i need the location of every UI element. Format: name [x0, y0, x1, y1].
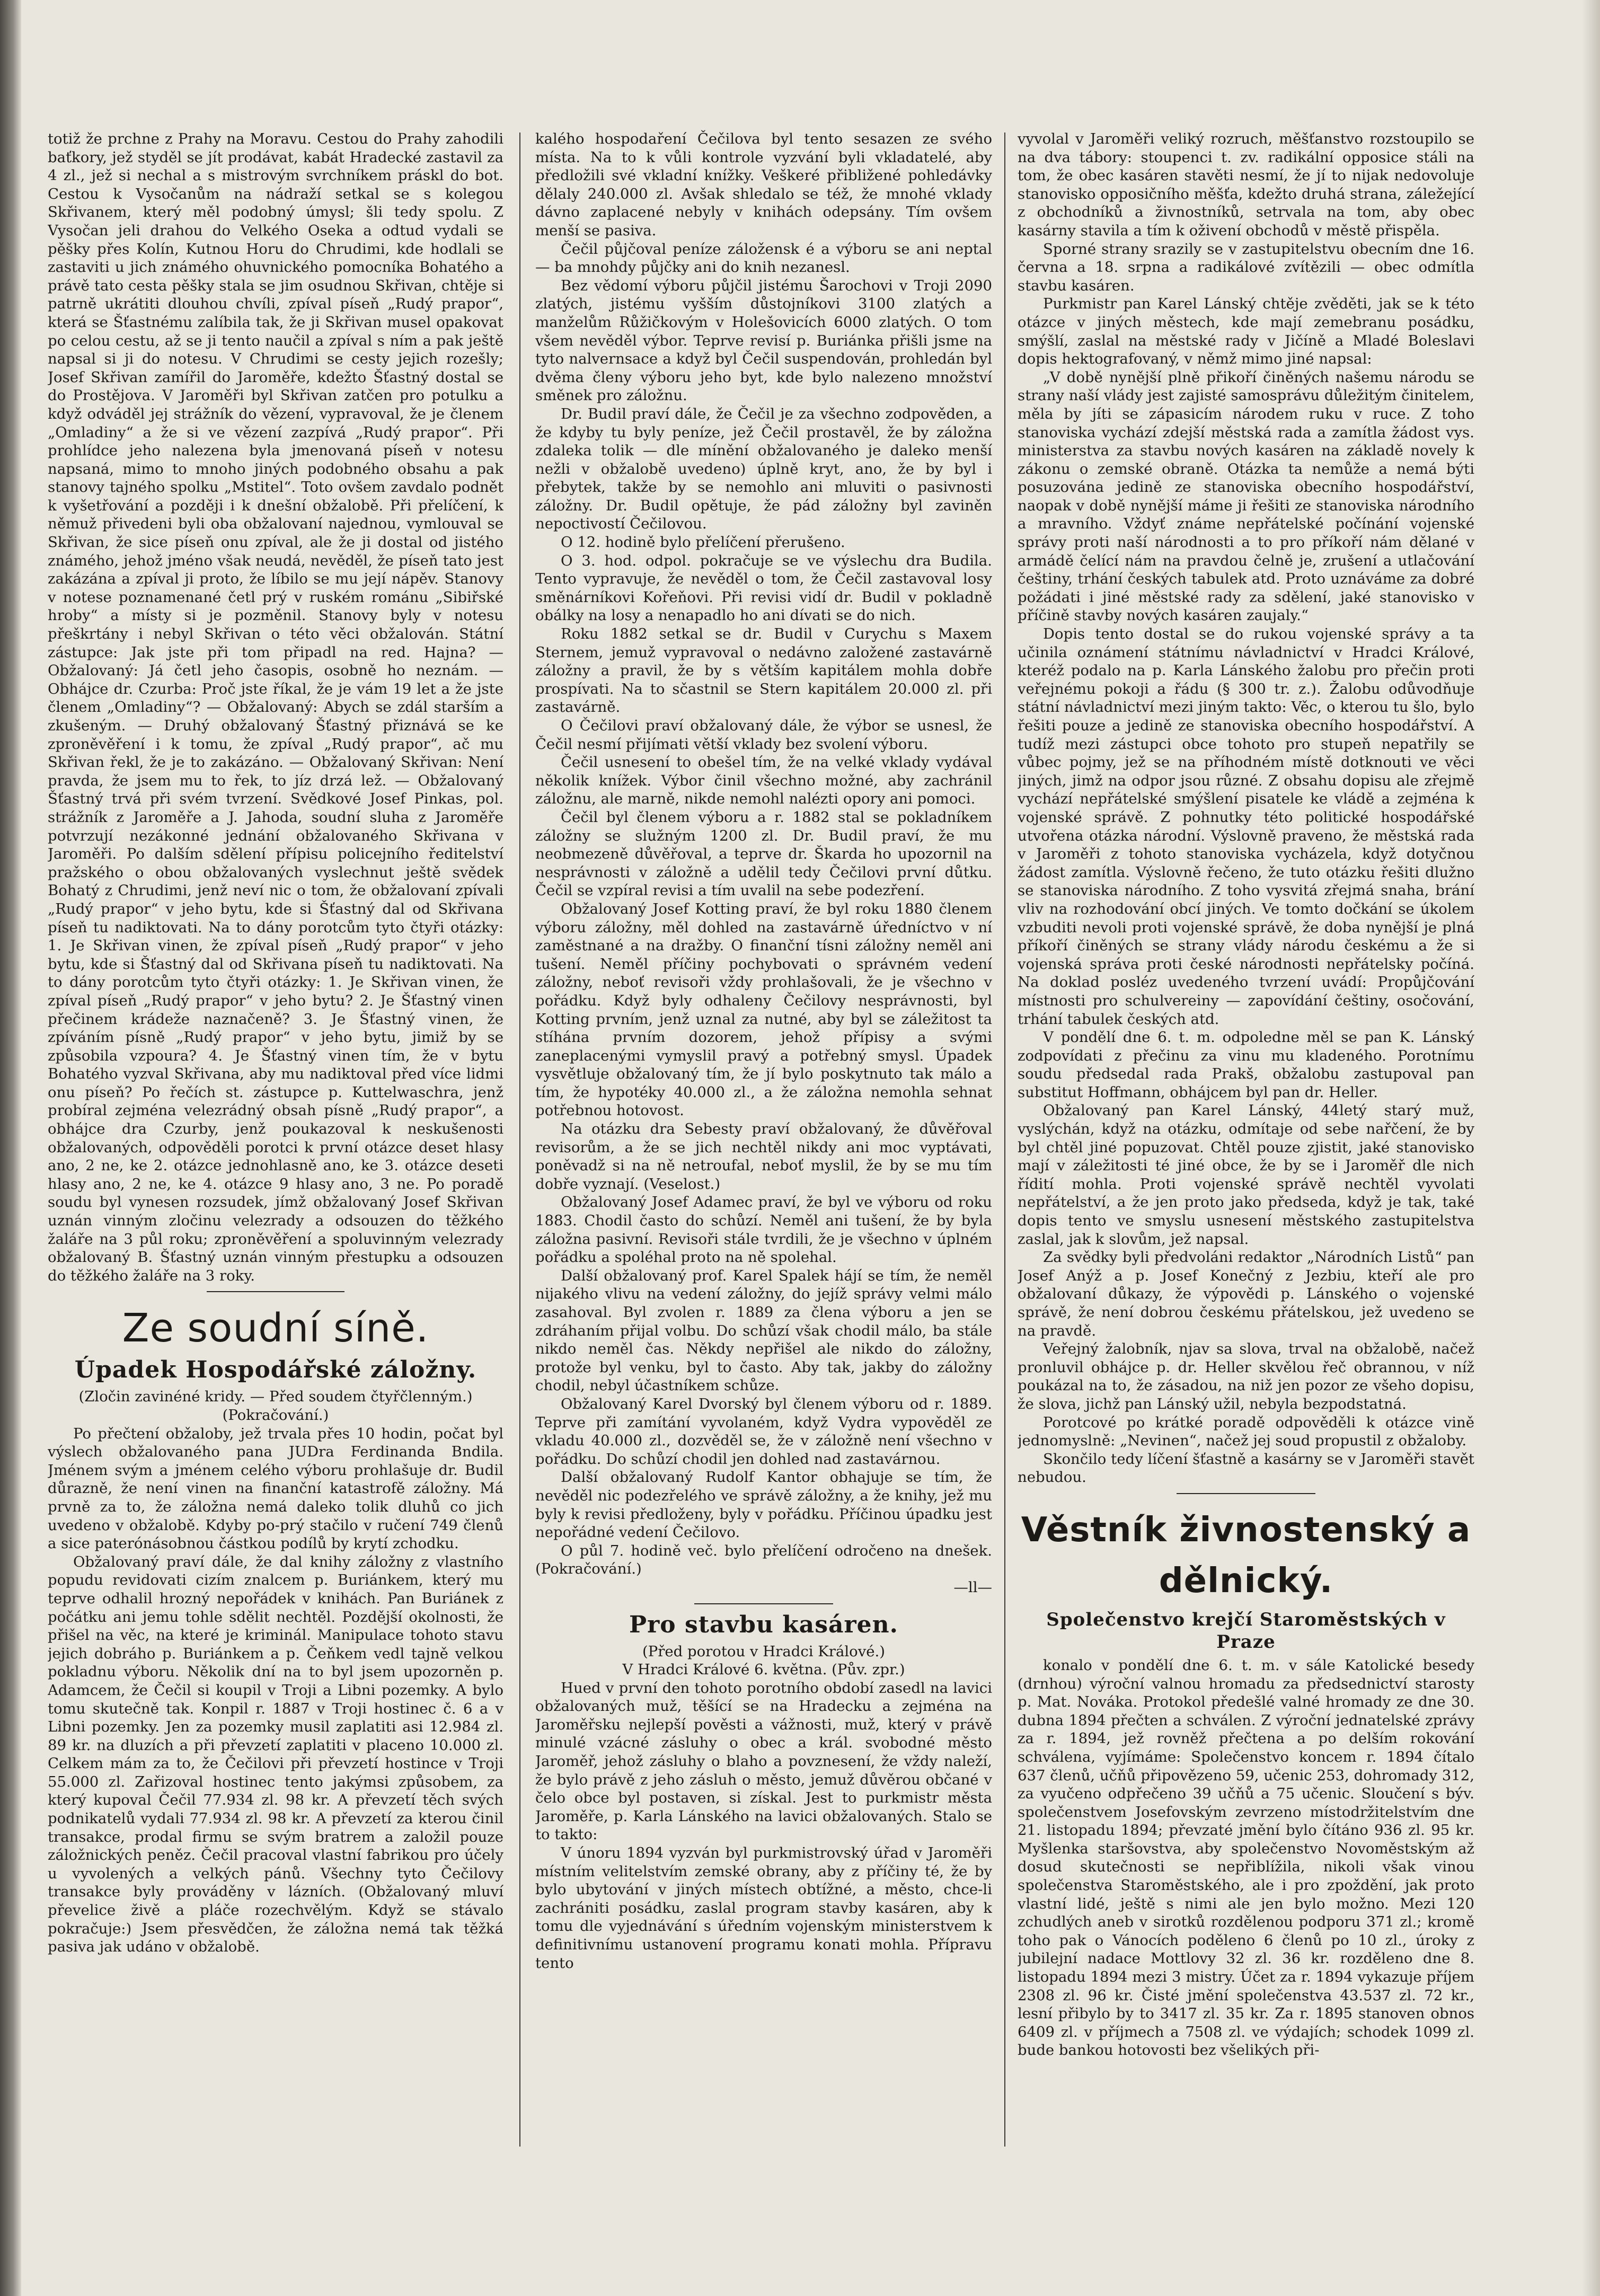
- article-subtitle: (Zločin zavinéné kridy. — Před soudem čtyřčlenným.): [78, 1388, 473, 1406]
- binding-shadow: [0, 0, 21, 2296]
- column-3: [1018, 130, 1474, 2282]
- paragraph: O půl 7. hodině več. bylo přelíčení odročeno na dnešek. (Pokračování.): [535, 1542, 992, 1578]
- column-2: [535, 130, 992, 2282]
- article-title: Pro stavbu kasáren.: [629, 1611, 898, 1638]
- paragraph: Dopis tento dostal se do rukou vojenské správy a ta učinila oznámení státnímu návladnictví v Hradci Králové, kteréž podalo na p. Karla Lánského žalobu pro přečin proti veřejnému pokoji a řádu (§ 300 tr. z.). Žalobu odůvodňuje státní návladnictví mezi jiným takto: Věc, o kterou tu šlo, bylo řešiti pouze a jedině ze stanoviska obecního hospodářství. A tudíž mezi zástupci obce tohoto pro stupeň nepatřily se vůbec pojmy, jež se na příhodném místě dotknouti ve věci jiných, jimž na odpor jsou různé. Z obsahu dopisu ale zřejmě vychází nepřátelské smýšlení pisatele ke vládě a zejména k vojenské správě. Z pohnutky této politické hospodářské utvořena otázka národní. Výslovně praveno, že městská rada v Jaroměři z tohoto stanoviska vycházela, když dotyčnou žádost zamítla. Výslovně řečeno, že tuto otázku řešiti dlužno se stanoviska národního. Z toho vysvitá zřejmá snaha, brání vliv na rozhodování obcí jiných. Ve tomto dočkání se úkolem vzbuditi nevoli proti vojenské správě, že doba nynější je plná příkoří činěných se strany vlády národu českému a že si vojenská správa proti české národnosti nepřátelsky počíná. Na doklad posléz uvedeného tvrzení uvádí: Propůjčování místnosti pro schulvereiny — zapovídání češtiny, osočování, trhání tabulek českých atd.: [1018, 625, 1474, 1028]
- continuation-note: (Pokračování.): [222, 1407, 329, 1424]
- paragraph: Další obžalovaný prof. Karel Spalek hájí se tím, že neměl nijakého vlivu na vedení záložny, do jejíž správy velmi málo zasahoval. Byl zvolen r. 1889 za člena výboru a jen se zdráhaním přijal volbu. Do schůzí však chodil málo, ba stále nikdo neměl čas. Někdy nepřišel ale nikdo do záložny, protože byl venku, byl to často. Aby tak, jakby do záložny chodil, nebyl účastníkem schůze.: [535, 1267, 992, 1394]
- article-subtitle: (Před porotou v Hradci Králové.): [642, 1642, 885, 1660]
- paragraph: Hued v první den tohoto porotního období zasedl na lavici obžalovaných muž, těšící se na Hradecku a zejména na Jaroměřsku nejlepší pověsti a vážnosti, muž, který v právě minulé vzácné zásluhy o obec a král. svobodné město Jaroměř, jehož zásluhy o blaho a povznesení, že vždy naleží, že bylo právě z jeho zásluh o město, jemuž důvěrou občané v čelo obce byl postaven, si získal. Jest to purkmistr města Jaroměře, p. Karla Lánského na lavici obžalovaných. Stalo se to takto:: [535, 1679, 992, 1843]
- author-signature: —ll—: [953, 1578, 992, 1596]
- paragraph: Obžalovaný pan Karel Lánský, 44letý starý muž, vyslýchán, když na otázku, odmítaje od sebe nařčení, že by byl chtěl jiné popuzovat. Chtěl pouze zjistit, jaké stanovisko mají v záležitosti té jiné obce, že by se i Jaroměř dle nich řídití mohla. Proti vojenské správě nechtěl vyvolati nepřátelství, a že jen proto jako předseda, když je tak, také dopis tento ve smyslu usnesení městského zastupitelstva zaslal, jak k slovům, jež napsal.: [1018, 1102, 1474, 1248]
- column-rule: [1004, 133, 1005, 2147]
- paragraph: Obžalovaný Josef Adamec praví, že byl ve výboru od roku 1883. Chodil často do schůzí. Neměl ani tušení, že by byla záložna pasivní. Revisoři stále tvrdili, že je všechno v úplném pořádku a spoléhal proto na ně spolehal.: [535, 1194, 992, 1266]
- paragraph: Obžalovaný Karel Dvorský byl členem výboru od r. 1889. Teprve při zamítání vyvolaném, když Vydra vypověděl ze vkladu 40.000 zl., dozvěděl se, že v záložně není všechno v pořádku. Do schůzí chodil jen dohled nad zastavárnou.: [535, 1395, 992, 1468]
- paragraph: V pondělí dne 6. t. m. odpoledne měl se pan K. Lánský zodpovídati z přečinu za vinu mu kladeného. Porotnímu soudu předsedal rada Prakš, obžalobu zastupoval pan substitut Hoffmann, obhájcem byl pan dr. Heller.: [1018, 1029, 1474, 1101]
- paragraph: Porotcové po krátké poradě odpověděli k otázce vině jednomyslně: „Nevinen“, načež jej soud propustil z obžaloby.: [1018, 1414, 1474, 1450]
- paragraph: Čečil půjčoval peníze záložensk é a výboru se ani neptal — ba mnohdy půjčky ani do knih nezanesl.: [535, 240, 992, 276]
- paragraph: O Čečilovi praví obžalovaný dále, že výbor se usnesl, že Čečil nesmí přijímati větší vklady bez svolení výboru.: [535, 717, 992, 753]
- paragraph: konalo v pondělí dne 6. t. m. v sále Katolické besedy (drnhou) výroční valnou hromadu za předsednictví starosty p. Mat. Nováka. Protokol předešlé valné hromady ze dne 30. dubna 1894 přečten a schválen. Z výroční jednatelské zprávy za r. 1894, jež rovněž přečtena a po delším rokování schválena, vyjímáme: Společenstvo koncem r. 1894 čítalo 637 členů, učňů připovězeno 59, učenic 253, dohromady 312, za vyučeno odpřečeno 39 učňů a 75 učenic. Sloučení s býv. společenstvem Josefovským zevrzeno místodržitelstvím dne 21. listopadu 1894; převzaté jmění bylo čítáno 936 zl. 95 kr. Myšlenka staršovstva, aby společenstvo Novoměstským až dosud skutečnosti se nepřiblížila, nikoli však vinou společenstva Staroměstského, ale i pro zpoždění, jak proto vlastní lidé, ještě s nimi ale jen bylo možno. Mezi 120 zchudlých aneb v sirotků rozdělenou podporu 371 zl.; kromě toho pak o Vánocích poděleno 6 členů po 10 zl., úroky z jubilejní nadace Mottlovy 32 zl. 36 kr. rozděleno dne 8. listopadu 1894 mezi 3 mistry. Účet za r. 1894 vykazuje příjem 2308 zl. 96 kr. Čisté jmění společenstva 43.537 zl. 72 kr., lesní přibylo by to 3417 zl. 35 kr. Za r. 1895 stanoven obnos 6409 zl. v příjmech a 7508 zl. ve výdajích; schodek 1099 zl. bude bankou hotovosti bez všelikých při-: [1018, 1656, 1474, 2059]
- paragraph: vyvolal v Jaroměři veliký rozruch, měšťanstvo rozstoupilo se na dva tábory: stoupenci t. zv. radikální opposice stáli na tom, že obec kasáren stavěti nesmí, že jí to nijak nedovoluje stanovisko opposičního měšťa, kdežto druhá strana, záležející z obchodníků a živnostníků, setrvala na tom, aby obec kasárny stavila a tím k oživení obchodů v městě přispěla.: [1018, 130, 1474, 239]
- paragraph: Obžalovaný Josef Kotting praví, že byl roku 1880 členem výboru záložny, měl dohled na zastavárně úředníctvo v ní zaměstnané a na dražby. O finanční tísni záložny neměl ani tušení. Neměl příčiny pochybovati o správném vedení záložny, neboť revisoři vždy prohlašovali, že je všechno v pořádku. Když byly odhaleny Čečilovy nesprávnosti, byl Kotting prvním, jenž uznal za nutné, aby byl se záležitost ta stíhána prvním dozorem, jehož přípisy a svými zaneplacenými vymyslil pravý a potřebný smysl. Úpadek vysvětluje obžalovaný tím, že jí bylo poskytnuto tak málo a tím, že hypotéky 40.000 zl., a že záložna nemohla sehnat potřebnou hotovost.: [535, 900, 992, 1119]
- paragraph: Skončilo tedy líčení šťastně a kasárny se v Jaroměři stavět nebudou.: [1018, 1450, 1474, 1486]
- paragraph: Po přečtení obžaloby, jež trvala přes 10 hodin, počat byl výslech obžalovaného pana JUDra Ferdinanda Bndila. Jménem svým a jménem celého výboru prohlašuje dr. Budil důrazně, že není vinen na finanční katastrofě záložny. Má prvně za to, že záložna nemá daleko tolik dluhů co jich uvedeno v obžalobě. Kdyby po-prý stačilo v ručení 749 členů a sice paterónásobnou částkou podílů by krytí zchodku.: [48, 1425, 503, 1552]
- paragraph: Na otázku dra Sebesty praví obžalovaný, že důvěřoval revisorům, a že se jich nechtěl nikdy ani moc vyptávati, poněvadž si na ně netroufal, neboť myslil, že by se mu tím dobře vyznají. (Veselost.): [535, 1120, 992, 1193]
- paragraph: Čečil byl členem výboru a r. 1882 stal se pokladníkem záložny se služným 1200 zl. Dr. Budil praví, že mu neobmezeně důvěřoval, a teprve dr. Škarda ho upozornil na nesprávnosti v záložně a udělil tedy Čečilovi první důtku. Čečil se vzpíral revisi a tím uvalil na sebe podezření.: [535, 808, 992, 899]
- divider: [207, 1291, 344, 1292]
- paragraph: Veřejný žalobník, njav sa slova, trval na obžalobě, načež pronluvil obhájce p. dr. Heller skvělou řeč obrannou, v níž poukázal na to, že zásadou, na niž jen pozor ze všeho dopisu, že slova, jichž pan Lánský užil, nebyla bezpodstatná.: [1018, 1340, 1474, 1412]
- column-1: [48, 130, 503, 2282]
- paragraph: Další obžalovaný Rudolf Kantor obhajuje se tím, že nevěděl nic podezřelého ve správě záložny, a že knihy, jež mu byly k revisi předloženy, byly v pořádku. Příčinou úpadku jest nepořádné vedení Čečilovo.: [535, 1469, 992, 1541]
- paragraph: kalého hospodaření Čečilova byl tento sesazen ze svého místa. Na to k vůli kontrole vyzvání byli vkladatelé, aby předložili své vkladní knížky. Veškeré přibližené pohledávky dělaly 240.000 zl. Avšak shledalo se též, že mnohé vklady dávno zaplacené nebyly v knihách odepsány. Tím ovšem menší se pasiva.: [535, 130, 992, 239]
- paragraph: Sporné strany srazily se v zastupitelstvu obecním dne 16. června a 18. srpna a radikálové zvítězili — obec odmítla stavbu kasáren.: [1018, 240, 1474, 294]
- divider: [694, 1603, 833, 1604]
- section-heading: Ze soudní síně.: [122, 1305, 429, 1352]
- column-rule: [519, 133, 520, 2147]
- paragraph: Purkmistr pan Karel Lánský chtěje zvěděti, jak se k této otázce v jiných městech, kde mají zemebranu posádku, smýšlí, zaslal na městské rady v Jičíně a Mladé Boleslavi dopis hektografovaný, v němž mimo jiné napsal:: [1018, 295, 1474, 368]
- article-title: Společenstvo krejčí Staroměstských v Praze: [1046, 1609, 1446, 1653]
- dateline: V Hradci Králové 6. května. (Pův. zpr.): [622, 1661, 905, 1679]
- paragraph: O 3. hod. odpol. pokračuje se ve výslechu dra Budila. Tento vypravuje, že nevěděl o tom, že Čečil zastavoval losy směnárníkovi Kořeňovi. Při revisi vidí dr. Budil v pokladně obálky na losy a nenapadlo ho ani dívati se do nich.: [535, 552, 992, 624]
- paragraph: totiž že prchne z Prahy na Moravu. Cestou do Prahy zahodili baťkory, jež styděl se jít prodávat, kabát Hradecké zastavil za 4 zl., jež si nechal a s mistrovým svrchníkem práskl do bot. Cestou k Vysočanům na nádraží setkal se s kolegou Skřivanem, který měl podobný úmysl; šli tedy spolu. Z Vysočan jeli drahou do Velkého Oseka a odtud vydali se pěšky přes Kolín, Kutnou Horu do Chrudimi, kde hodlali se zastaviti u jich známého ohuvnického pomocníka Bohatého a právě tato cesta pěšky stala se jim osudnou Skřivan, chtěje si patrně ukrátiti dlouhou chvíli, zpíval píseň „Rudý prapor“, která se Šťastnému zalíbila tak, že ji Skřivan musel opakovat po celou cestu, až se ji tento naučil a zpíval s ním a pak ještě napsal si ji do notesu. V Chrudimi se cesty jejich rozešly; Josef Skřivan zamířil do Jaroměře, kdežto Šťastný dostal se do Prostějova. V Jaroměři byl Skřivan zatčen pro potulku a když odváděl jej strážník do vězení, vypravoval, že je členem „Omladiny“ a že si ve vězení zazpívá „Rudý prapor“. Při prohlídce jeho nalezena byla jmenovaná píseň v notesu napsaná, mimo to mnoho jiných podobného obsahu a pak stanovy tajného spolku „Mstitel“. Toto ovšem zavdalo podnět k vyšetřování a později i k dnešní obžalobě. Při přelíčení, k němuž přivedeni byli oba obžalovaní najednou, vymlouval se Skřivan, že sice píseň onu zpíval, ale že ji dostal od jistého známého, jehož jméno však neudá, nevěděl, že píseň tato jest zakázána a zpíval ji proto, že líbilo se mu její nápěv. Stanovy v notese poznamenané četl prý v ruském románu „Sibiřské hroby“ a místy si je pozměnil. Stanovy byly v notesu přeškrtány i nebyl Skřivan o této věci obžalován. Státní zástupce: Jak jste při tom připadl na red. Hajna? — Obžalovaný: Já četl jeho časopis, osobně ho neznám. — Obhájce dr. Czurba: Proč jste říkal, že je vám 19 let a že jste členem „Omladiny“? — Obžalovaný: Abych se zdál starším a zkušeným. — Druhý obžalovaný Šťastný přiznává se ke zproněvěření i k tomu, že zpíval „Rudý prapor“, ač mu Skřivan řekl, že je to zakázáno. — Obžalovaný Skřivan: Není pravda, že jsem mu to řek, to jíz drzá lež. — Obžalovaný Šťastný trvá při svém tvrzení. Svědkové Josef Pinkas, pol. strážník z Jaroměře a J. Jahoda, soudní sluha z Jaroměře potvrzují nezákonné jednání obžalovaného Skřivana v Jaroměři. Po dalším sdělení přípisu policejního ředitelství pražského o obou obžalovaných vyslechnut ještě svědek Bohatý z Chrudimi, jenž neví nic o tom, že obžalovaní zpívali „Rudý prapor“ v jeho bytu, kde si Šťastný dal od Skřivana píseň tu nadiktovati. Na to dány porotcům tyto čtyři otázky: 1. Je Skřivan vinen, že zpíval píseň „Rudý prapor“ v jeho bytu, kde si Šťastný dal od Skřivana píseň tu nadiktovati. Na to dány porotcům tyto čtyři otázky: 1. Je Skřivan vinen, že zpíval píseň „Rudý prapor“ v jeho bytu? 2. Je Šťastný vinen přečinem krádeže naznačeně? 3. Je Šťastný vinen, že zpíváním písně „Rudý prapor“ v jeho bytu, jimiž by se způsobila vzpoura? 4. Je Šťastný vinen tím, že v bytu Bohatého vyzval Skřivana, aby mu nadiktoval před více lidmi onu píseň? Po řečích st. zástupce p. Kuttelwaschra, jenž probíral zejména velezrádný obsah písně „Rudý prapor“, a obhájce dra Czurby, jenž poukazoval k neskušenosti obžalovaných, odpověděli porotci k první otázce deset hlasy ano, 2 ne, ke 2. otázce jednohlasně ano, ke 3. otázce deseti hlasy ano, 2 ne, ke 4. otázce 9 hlasy ano, 3 ne. Po poradě soudu byl vynesen rozsudek, jímž obžalovaný Josef Skřivan uznán vinným zločinu velezrady a odsouzen do těžkého žaláře na 3 půl roku; zproněvěření a spoluvinným velezrady obžalovaný B. Šťastný uznán vinným přestupku a odsouzen do těžkého žaláře na 3 roky.: [48, 130, 503, 1284]
- paragraph: Roku 1882 setkal se dr. Budil v Curychu s Maxem Sternem, jemuž vypravoval o nedávno založené zastavárně záložny a pravil, že by s větším kapitálem mohla dobře prospívati. Na to sčastnil se Stern kapitálem 20.000 zl. při zastavárně.: [535, 625, 992, 716]
- article-title: Úpadek Hospodářské záložny.: [74, 1356, 477, 1384]
- paragraph: Obžalovaný praví dále, že dal knihy záložny z vlastního popudu revidovati cizím znalcem p. Buriánkem, který mu teprve odhalil hrozný nepořádek v knihách. Pan Buriánek z počátku ani jemu tohle sdělit nechtěl. Pozdější okolnosti, že přišel na věc, na které je kriminál. Manipulace tohoto stavu jejich dobráho p. Buriánkem a p. Čeňkem vedl tajně velkou pokladnu výboru. Několik dní na to byl jsem upozorněn p. Adamcem, že Čečil si koupil v Troji a Libni pozemky. A bylo tomu skutečně tak. Konpil r. 1887 v Troji hostinec č. 6 a v Libni pozemky. Jen za pozemky musil zaplatiti asi 12.984 zl. 89 kr. na dluzích a při převzetí zaplatiti v placeno 10.000 zl. Celkem mám za to, že Čečilovi při převzetí hostince v Troji 55.000 zl. Zařizoval hostinec tento jakýmsi způsobem, za který kupoval Čečil 77.934 zl. 98 kr. A převzetí těch svých podnikatelů vydali 77.934 zl. 98 kr. A převzetí za kterou činil transakce, prodal firmu se svým bratrem a založil pouze záložnických peněz. Čečil pracoval vlastní fabrikou pro účely u vyvolených a velkých pánů. Všechny tyto Čečilovy transakce byly prováděny v lázních. (Obžalovaný mluví převelice živě a pláče rozechvělým. Když se stávalo pokračuje:) Jsem přesvědčen, že záložna nemá tak těžká pasiva jak udáno v obžalobě.: [48, 1553, 503, 1956]
- page-edge: [1582, 0, 1600, 2296]
- paragraph: Dr. Budil praví dále, že Čečil je za všechno zodpověden, a že kdyby tu byly peníze, jež Čečil prostavěl, že by záložna zdaleka tolik — dle mínění obžalovaného je daleko menší nežli v obžalobě uvedeno) úplně kryt, ano, že by byl i přebytek, takže by se nemohlo ani mluviti o pasivnosti záložny. Dr. Budil opětuje, že pád záložny byl zaviněn nepoctivostí Čečilovou.: [535, 405, 992, 533]
- quoted-letter: „V době nynější plně přikoří činěných našemu národu se strany naší vlády jest zajisté samosprávu důležitým činitelem, měla by jíti se zápasicím národem ruku v ruce. Z toho stanoviska vychází zdejší městská rada a zamítla žádost vys. ministerstva za stavbu nových kasáren na základě novely k zákonu o zemské obraně. Otázka ta nemůže a nemá býti posuzována jedině ze stanoviska obecního hospodářství, naopak v době nynější máme ji řešiti ze stanoviska národního a mravního. Vždyť známe nepřátelské počínání vojenské správy proti naší národnosti a to pro příkoří nám dělané v armádě čelící nám na pravdou čelně je, zrušení a utlačování češtiny, trhání českých tabulek atd. Proto uznáváme za dobré požádati i jiné městské rady za sdělení, jaké stanovisko v příčině stavby nových kasáren zaujaly.“: [1018, 368, 1474, 624]
- paragraph: Za svědky byli předvoláni redaktor „Národních Listů“ pan Josef Anýž a p. Josef Konečný z Jezbiu, kteří ale pro obžalovaní důkazy, že výpovědi p. Lánského o vojenské správě, že není dobrou českému přátelskou, jež uvedeno se na pravdě.: [1018, 1249, 1474, 1339]
- divider: [1177, 1493, 1315, 1494]
- paragraph: Bez vědomí výboru půjčil jistému Šarochovi v Troji 2090 zlatých, jistému vyšším důstojníkovi 3100 zlatých a manželům Růžičkovým v Holešovicích 6000 zlatých. O tom všem nevěděl výbor. Teprve revisí p. Buriánka přišli jsme na tyto nalvernsace a když byl Čečil suspendován, prohledán byl dvěma členy výboru jeho byt, kde bylo nalezeno množství směnek pro záložnu.: [535, 277, 992, 404]
- paragraph: O 12. hodině bylo přelíčení přerušeno.: [561, 534, 845, 551]
- paragraph: Čečil usnesení to obešel tím, že na velké vklady vydával několik knížek. Výbor činil všechno možné, aby zachránil záložnu, ale marně, nikde nemohl nalézti opory ani pomoci.: [535, 754, 992, 808]
- section-heading: Věstník živnostenský a dělnický.: [1021, 1510, 1471, 1601]
- paragraph: V únoru 1894 vyzván byl purkmistrovský úřad v Jaroměři místním velitelstvím zemské obrany, aby z příčiny té, že by bylo ubytování v jiných místech obtížné, a město, chce-li zachrániti posádku, zaslal program stavby kasáren, aby k tomu dle vyjednávání s úředním vojenským ministerstvem k definitivnímu ustanovení programu konati mohla. Přípravu tento: [535, 1844, 992, 1972]
